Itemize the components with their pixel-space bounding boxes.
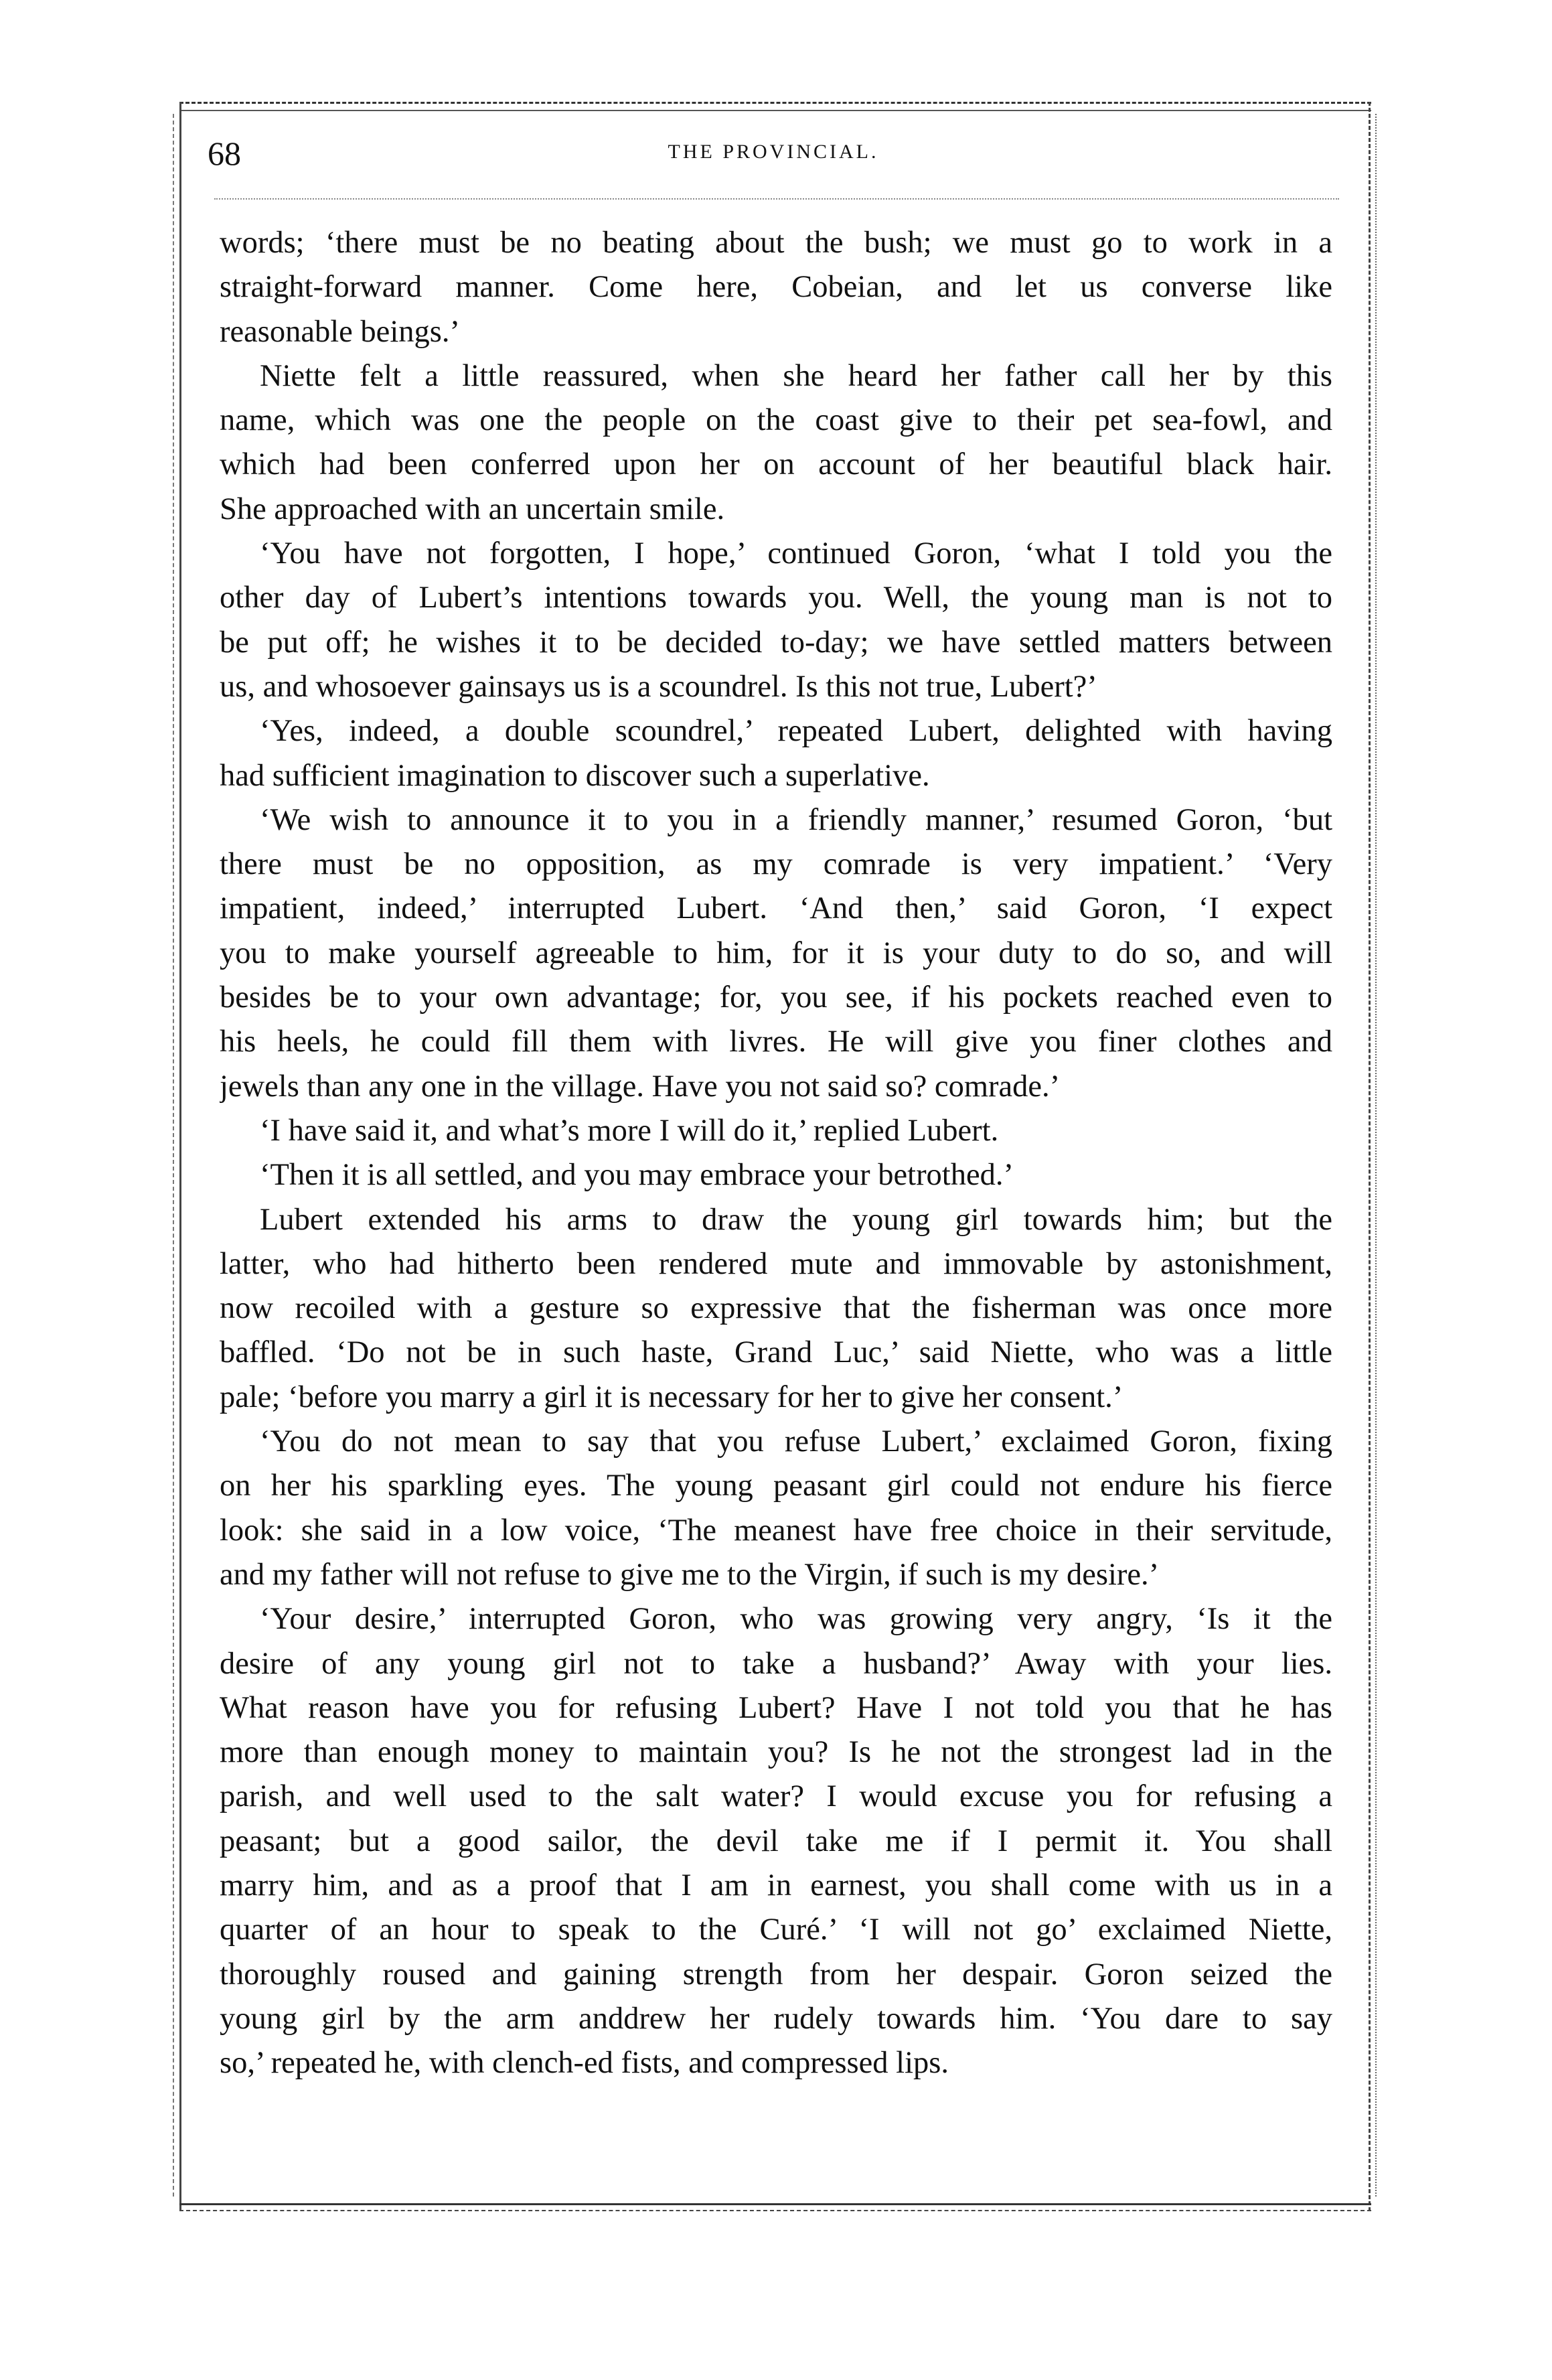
text-line: Lubert extended his arms to draw the young girl towards him; but the [260,1202,1332,1237]
text-line: and my father will not refuse to give me to the Virgin, if such is my desire.’ [220,1557,1160,1592]
text-line: ‘Your desire,’ interrupted Goron, who was growing very angry, ‘Is it the [260,1602,1332,1637]
text-line: parish, and well used to the salt water? I would excuse you for refusing a [220,1779,1332,1814]
page-number: 68 [208,135,241,172]
frame-bottom-rule [179,2203,1371,2205]
text-line: marry him, and as a proof that I am in earnest, you shall come with us in a [220,1868,1332,1903]
text-line: there must be no opposition, as my comrade is very impatient.’ ‘Very [220,847,1332,882]
text-line: straight-forward manner. Come here, Cobeian, and let us converse like [220,270,1332,305]
text-line: words; ‘there must be no beating about the bush; we must go to work in a [220,226,1332,260]
text-line: Niette felt a little reassured, when she heard her father call her by this [260,358,1332,393]
text-line: peasant; but a good sailor, the devil take me if I permit it. You shall [220,1824,1332,1858]
text-line: thoroughly roused and gaining strength from her despair. Goron seized the [220,1957,1332,1992]
text-line: look: she said in a low voice, ‘The meanest have free choice in their servitude, [220,1513,1332,1548]
text-line: ‘I have said it, and what’s more I will do it,’ replied Lubert. [260,1113,999,1148]
running-head [208,134,1339,181]
text-line: pale; ‘before you marry a girl it is necessary for her to give her consent.’ [220,1380,1123,1414]
text-line: ‘You have not forgotten, I hope,’ continued Goron, ‘what I told you the [260,536,1332,571]
text-line: ‘We wish to announce it to you in a friendly manner,’ resumed Goron, ‘but [260,802,1332,837]
text-line: desire of any young girl not to take a husband?’ Away with your lies. [220,1646,1332,1681]
text-line: which had been conferred upon her on account of her beautiful black hair. [220,447,1332,482]
text-line: jewels than any one in the village. Have you not said so? comrade.’ [220,1069,1061,1104]
header-divider [214,198,1339,200]
text-line: quarter of an hour to speak to the Curé.’ ‘I will not go’ exclaimed Niette, [220,1913,1332,1947]
text-line: so,’ repeated he, with clench-ed fists, and compressed lips. [220,2046,949,2081]
frame-bottom-outer-rule [179,2210,1371,2211]
text-line: What reason have you for refusing Lubert? Have I not told you that he has [220,1690,1332,1725]
text-line: be put off; he wishes it to be decided to-day; we have settled matters between [220,625,1332,660]
text-line: young girl by the arm anddrew her rudely towards him. ‘You dare to say [220,2001,1332,2036]
text-line: had sufficient imagination to discover such a superlative. [220,758,930,793]
text-line: us, and whosoever gainsays us is a scoundrel. Is this not true, Lubert?’ [220,669,1097,704]
text-line: name, which was one the people on the coast give to their pet sea-fowl, and [220,403,1332,438]
text-line: impatient, indeed,’ interrupted Lubert. ‘And then,’ said Goron, ‘I expect [220,891,1332,926]
text-line: other day of Lubert’s intentions towards you. Well, the young man is not to [220,581,1332,615]
text-line: ‘You do not mean to say that you refuse Lubert,’ exclaimed Goron, fixing [260,1424,1332,1459]
text-line: now recoiled with a gesture so expressive that the fisherman was once more [220,1291,1332,1326]
text-line: reasonable beings.’ [220,314,460,349]
text-line: baffled. ‘Do not be in such haste, Grand Luc,’ said Niette, who was a little [220,1335,1332,1370]
frame-top-inner-rule [179,110,1371,111]
frame-top-rule [179,102,1371,104]
text-line: besides be to your own advantage; for, you see, if his pockets reached even to [220,980,1332,1015]
text-line: ‘Yes, indeed, a double scoundrel,’ repeated Lubert, delighted with having [260,714,1332,749]
frame-left-outer-rule [173,114,174,2197]
running-title: THE PROVINCIAL. [668,141,879,163]
frame-left-rule [179,102,181,2211]
text-line: his heels, he could fill them with livres. He will give you finer clothes and [220,1025,1332,1059]
frame-right-outer-rule [1375,114,1377,2197]
text-line: ‘Then it is all settled, and you may embrace your betrothed.’ [260,1158,1014,1193]
text-line: on her his sparkling eyes. The young peasant girl could not endure his fierce [220,1469,1332,1503]
text-line: latter, who had hitherto been rendered mute and immovable by astonishment, [220,1246,1332,1281]
frame-right-rule [1369,102,1371,2211]
text-line: more than enough money to maintain you? Is he not the strongest lad in the [220,1735,1332,1770]
text-line: you to make yourself agreeable to him, for it is your duty to do so, and will [220,936,1332,970]
text-line: She approached with an uncertain smile. [220,492,725,526]
body-text [220,221,1332,2085]
